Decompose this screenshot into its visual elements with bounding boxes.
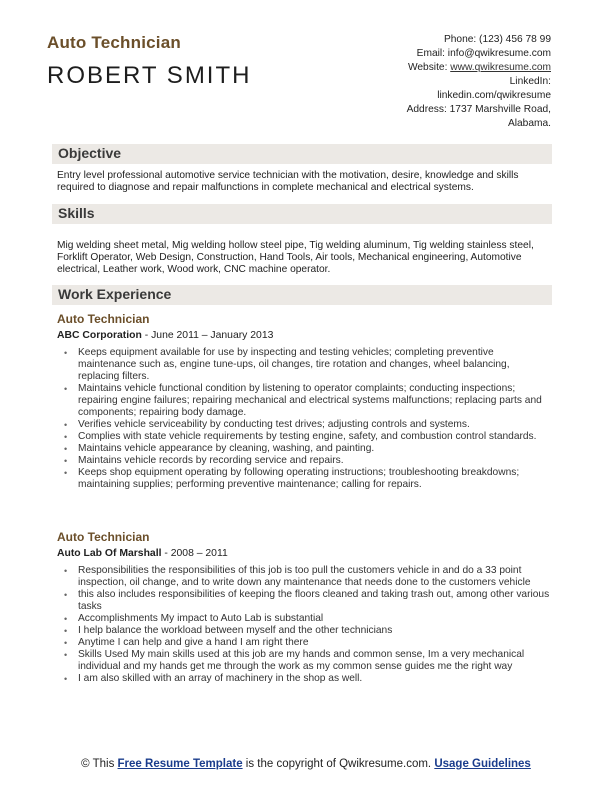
- list-item: • Maintains vehicle records by recording service and repairs.: [57, 455, 552, 467]
- contact-phone: Phone: (123) 456 78 99: [443, 34, 551, 45]
- objective-title: Objective: [58, 145, 122, 161]
- job-1-dates: - June 2011 – January 2013: [141, 330, 274, 341]
- footer-copyright: [80, 757, 532, 771]
- objective-text: Entry level professional automotive service technician with the motivation, desire, knowledge and skills required to diagnose and repair malfunctions in complete mechanical and electrical systems.: [57, 170, 519, 193]
- usage-guidelines-link[interactable]: Usage Guidelines: [434, 758, 531, 770]
- list-item: • Responsibilities the responsibilities of this job is too pull the customers vehicle in and do a 33 point inspection, oil change, and to write down any maintenance that needs done to the customers vehicle: [57, 565, 552, 589]
- list-item: • Keeps equipment available for use by inspecting and testing vehicles; completing preventive maintenance such as, engine tune-ups, oil changes, tire rotation and changes, wheel balancing, replacing filters.: [57, 347, 552, 383]
- job-2-company: Auto Lab Of Marshall: [57, 548, 162, 559]
- footer-middle: is the copyright of Qwikresume.com.: [242, 758, 435, 770]
- job-1-bullets: [57, 347, 552, 491]
- job-2-bullets: [57, 565, 552, 685]
- free-resume-template-link[interactable]: Free Resume Template: [117, 758, 243, 770]
- list-item: • this also includes responsibilities of keeping the floors cleaned and taking trash out, among other various tasks: [57, 589, 552, 613]
- website-label: Website:: [407, 62, 451, 73]
- contact-address-line1: Address: 1737 Marshville Road,: [406, 104, 551, 115]
- list-item: • Maintains vehicle appearance by cleaning, washing, and painting.: [57, 443, 552, 455]
- work-experience-title: Work Experience: [58, 286, 172, 302]
- list-item: • Maintains vehicle functional condition by listening to operator complaints; conducting inspections; repairing engine failures; repairing mechanical and electrical systems malfunctions; replacing parts and components; repairing body damage.: [57, 383, 552, 419]
- contact-linkedin-link[interactable]: linkedin.com/qwikresume: [437, 90, 551, 101]
- job-1-company: ABC Corporation: [57, 330, 142, 341]
- job-1-role: Auto Technician: [57, 312, 150, 326]
- list-item: • Verifies vehicle serviceability by conducting test drives; adjusting controls and systems.: [57, 419, 552, 431]
- footer-prefix: © This: [81, 758, 118, 770]
- work-experience-section-header: [52, 285, 552, 305]
- list-item: • Skills Used My main skills used at this job are my hands and common sense, Im a very mechanical individual and my hands get me through the work as my common sense guides me the right way: [57, 649, 552, 673]
- header-job-title: Auto Technician: [47, 33, 181, 52]
- objective-section-header: [52, 144, 552, 164]
- skills-text: Mig welding sheet metal, Mig welding hollow steel pipe, Tig welding aluminum, Tig welding stainless steel, Forklift Operator, Web Design, Construction, Hand Tools, Air tools, Mechanical engineering, Automotive electrical, Leather work, Wood work, CNC machine operator.: [57, 240, 534, 275]
- contact-linkedin-label: LinkedIn:: [509, 76, 551, 87]
- list-item: • I am also skilled with an array of machinery in the shop as well.: [57, 673, 552, 685]
- list-item: • Anytime I can help and give a hand I am right there: [57, 637, 552, 649]
- job-2-role: Auto Technician: [57, 530, 150, 544]
- contact-address-line2: Alabama.: [507, 118, 551, 129]
- list-item: • I help balance the workload between myself and the other technicians: [57, 625, 552, 637]
- list-item: • Keeps shop equipment operating by following operating instructions; troubleshooting breakdowns; maintaining supplies; performing preventive maintenance; calling for repairs.: [57, 467, 552, 491]
- list-item: • Accomplishments My impact to Auto Lab is substantial: [57, 613, 552, 625]
- candidate-name: ROBERT SMITH: [47, 62, 252, 89]
- skills-section-header: [52, 204, 552, 224]
- job-1-company-line: [57, 330, 273, 341]
- contact-block: [301, 33, 551, 131]
- contact-email: Email: info@qwikresume.com: [416, 48, 551, 59]
- list-item: • Complies with state vehicle requirements by testing engine, safety, and combustion control standards.: [57, 431, 552, 443]
- job-2-dates: - 2008 – 2011: [161, 548, 228, 559]
- contact-website: [301, 61, 551, 75]
- website-link[interactable]: www.qwikresume.com: [450, 62, 551, 73]
- job-2-company-line: [57, 548, 228, 559]
- skills-title: Skills: [58, 205, 95, 221]
